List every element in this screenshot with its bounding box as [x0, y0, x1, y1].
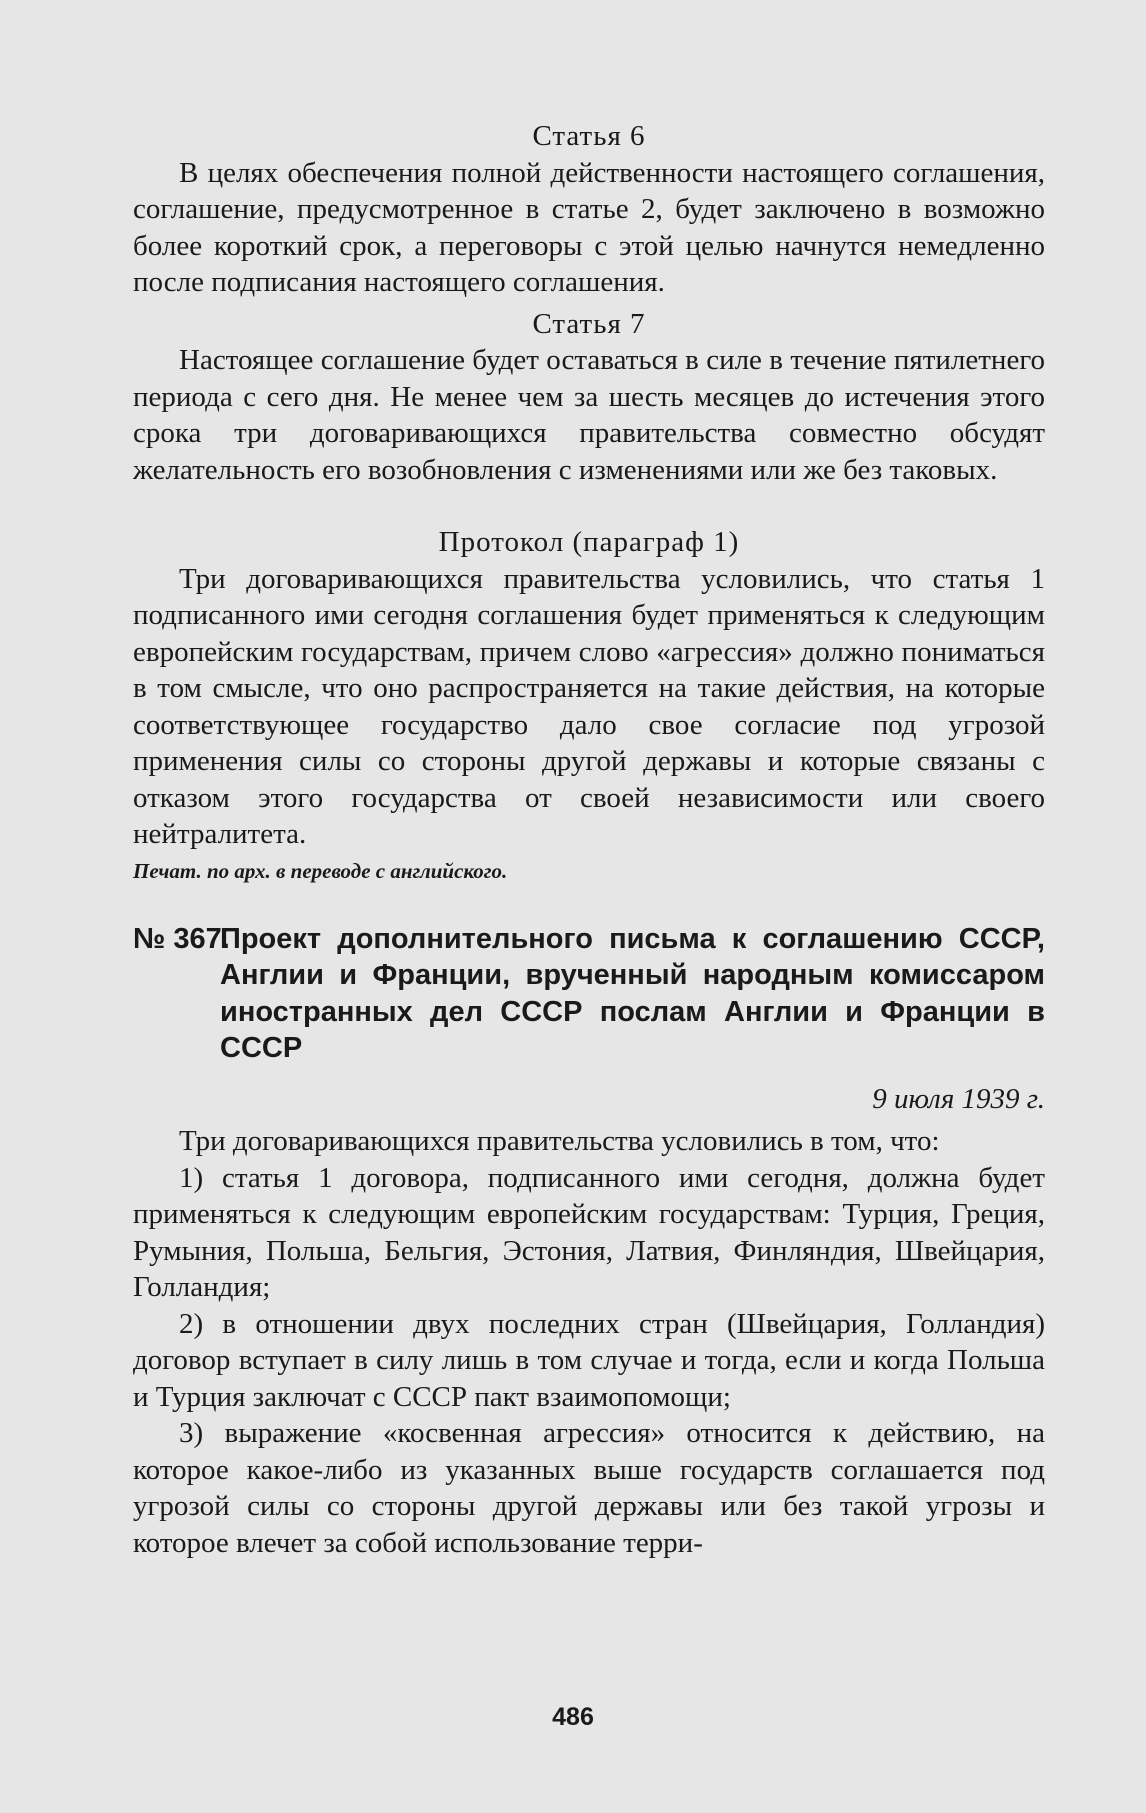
list-item: 2) в отношении двух последних стран (Швейцария, Голландия) договор вступает в силу лишь в том случае и тогда, если и когда Польша и Турция заключат с СССР пакт взаимопомощи;	[133, 1307, 1045, 1413]
page-content	[133, 118, 1045, 1561]
protocol-heading: Протокол (параграф 1)	[438, 526, 740, 558]
list-item: 1) статья 1 договора, подписанного ими сегодня, должна будет применяться к следующим европейским государствам: Турция, Греция, Румыния, Польша, Бельгия, Эстония, Латвия, Финляндия, Швейцария, Голландия;	[133, 1161, 1045, 1303]
article-7-text: Настоящее соглашение будет оставаться в силе в течение пятилетнего периода с сего дня. Не менее чем за шесть месяцев до истечения этого срока три договаривающихся правительства совместно обсудят желательность его возобновления с изменениями или же без таковых.	[133, 344, 1045, 486]
source-note: Печат. по арх. в переводе с английского.	[133, 858, 508, 883]
article-6-heading: Статья 6	[532, 120, 646, 152]
document-title-block	[133, 921, 1045, 1067]
document-number: № 367.	[133, 922, 230, 955]
document-title: Проект дополнительного письма к соглашению СССР, Англии и Франции, врученный народным комиссаром иностранных дел СССР послам Англии и Франции в СССР	[220, 922, 1045, 1064]
list-item: 3) выражение «косвенная агрессия» относится к действию, на которое какое-либо из указанных выше государств соглашается под угрозой силы со стороны другой державы или без такой угрозы и которое влечет за собой использование терри-	[133, 1417, 1045, 1559]
article-6-text: В целях обеспечения полной действенности настоящего соглашения, соглашение, предусмотренное в статье 2, будет заключено в возможно более короткий срок, а переговоры с этой целью начнутся немедленно после подписания настоящего соглашения.	[133, 156, 1045, 298]
document-date: 9 июля 1939 г.	[872, 1082, 1045, 1115]
document-intro: Три договаривающихся правительства условились в том, что:	[179, 1125, 940, 1157]
protocol-text: Три договаривающихся правительства условились, что статья 1 подписанного ими сегодня соглашения будет применяться к следующим европейским государствам, причем слово «агрессия» должно пониматься в том смысле, что оно распространяется на такие действия, на которые соответствующее государство дало свое согласие под угрозой применения силы со стороны другой державы и которые связаны с отказом этого государства от своей независимости или своего нейтралитета.	[133, 562, 1045, 850]
page-number: 486	[552, 1703, 594, 1731]
article-7-heading: Статья 7	[532, 307, 646, 340]
